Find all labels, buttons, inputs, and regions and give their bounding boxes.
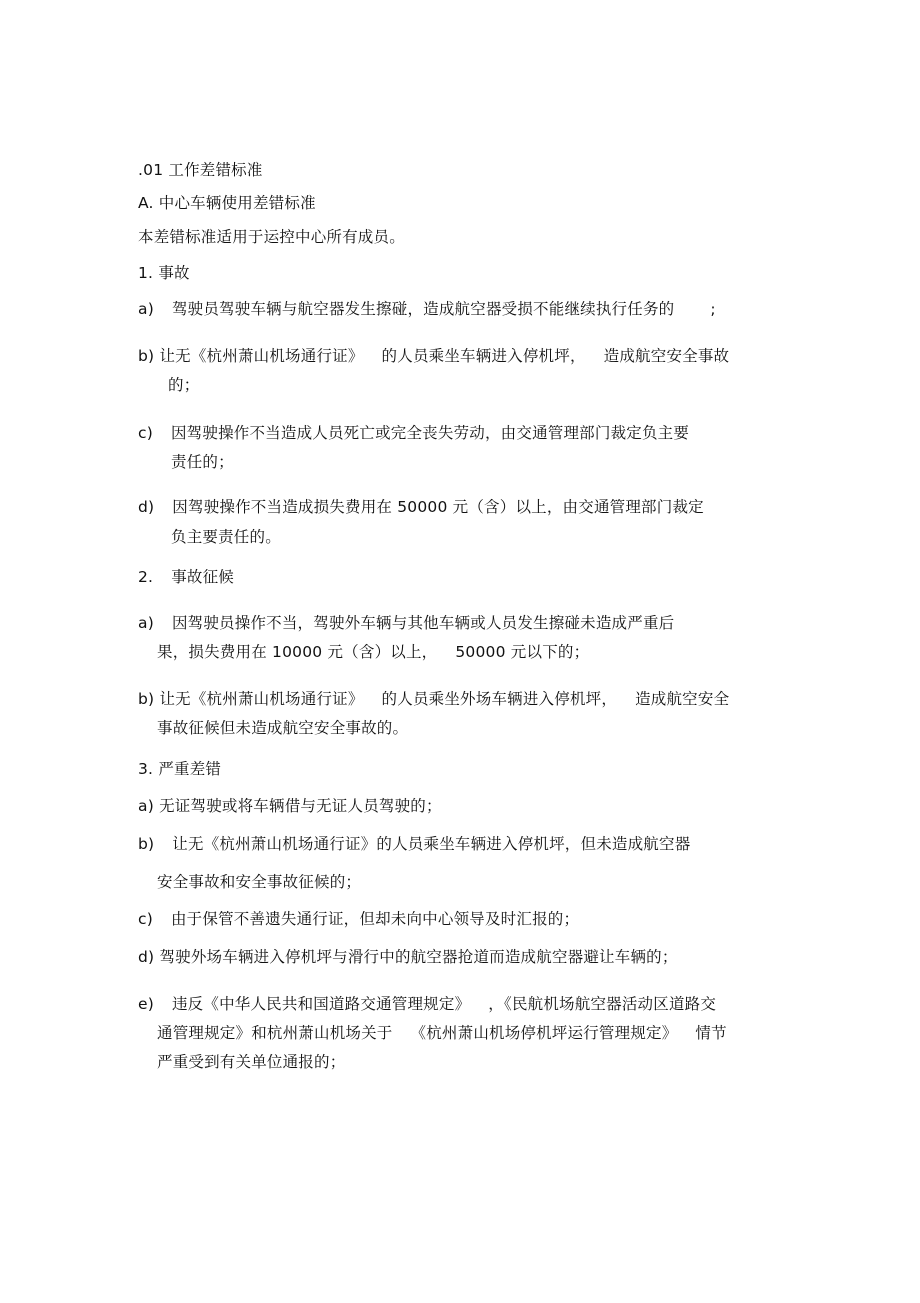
item-text: 让无《杭州萧山机场通行证》的人员乘坐车辆进入停机坪，但未造成航空器 — [172, 835, 691, 853]
accident-item-c-cont: 责任的； — [171, 453, 234, 471]
accident-item-c — [138, 423, 689, 443]
item-text: 《杭州萧山机场停机坪运行管理规定》 — [410, 1024, 678, 1042]
item-marker: c) — [138, 910, 153, 928]
item-text: 通管理规定》和杭州萧山机场关于 — [157, 1024, 393, 1042]
item-text: ; — [710, 300, 716, 318]
item-text: 的人员乘坐外场车辆进入停机坪， — [381, 690, 618, 708]
item-text: 的人员乘坐车辆进入停机坪， — [381, 347, 586, 365]
item-marker: a) — [138, 614, 154, 632]
serious-item-b — [138, 834, 690, 854]
item-text: 无证驾驶或将车辆借与无证人员驾驶的； — [159, 797, 442, 815]
item-marker: a) — [138, 300, 154, 318]
accident-item-b-cont: 的； — [168, 376, 200, 394]
item-text: 由于保管不善遗失通行证，但却未向中心领导及时汇报的； — [170, 910, 580, 928]
item-text: 情节 — [695, 1024, 727, 1042]
item-text: 驾驶外场车辆进入停机坪与滑行中的航空器抢道而造成航空器避让车辆的； — [159, 948, 678, 966]
item-text: 造成航空安全事故 — [603, 347, 730, 365]
serious-item-c — [138, 909, 579, 929]
incident-item-a-cont — [157, 642, 589, 662]
item-text: 因驾驶操作不当造成人员死亡或完全丧失劳动，由交通管理部门裁定负主要 — [170, 424, 690, 442]
serious-item-a — [138, 796, 442, 816]
item-marker: b) — [138, 347, 155, 365]
section-heading: .01 工作差错标准 — [138, 161, 263, 179]
serious-item-e-cont-2: 严重受到有关单位通报的； — [157, 1053, 346, 1071]
item-text: 因驾驶员操作不当，驾驶外车辆与其他车辆或人员发生擦碰未造成严重后 — [171, 614, 675, 632]
item-text: 让无《杭州萧山机场通行证》 — [159, 347, 364, 365]
subsection-heading: A. 中心车辆使用差错标准 — [138, 194, 316, 212]
item-marker: b) — [138, 835, 155, 853]
item-text: 因驾驶操作不当造成损失费用在 50000 元（含）以上，由交通管理部门裁定 — [172, 498, 704, 516]
category-serious-error-title: 3. 严重差错 — [138, 760, 222, 778]
item-marker: c) — [138, 424, 153, 442]
item-text: 果，损失费用在 10000 元（含）以上， — [157, 643, 438, 661]
incident-item-b-cont: 事故征候但未造成航空安全事故的。 — [157, 719, 409, 737]
item-marker: a) — [138, 797, 154, 815]
serious-item-e-cont-1 — [157, 1023, 727, 1043]
serious-item-b-cont: 安全事故和安全事故征候的； — [157, 873, 362, 891]
incident-item-a — [138, 613, 674, 633]
accident-item-a — [138, 299, 716, 319]
accident-item-b — [138, 346, 729, 366]
item-marker: d) — [138, 498, 155, 516]
serious-item-e — [138, 994, 716, 1014]
category-incident-title — [138, 567, 234, 587]
category-number: 2. — [138, 568, 154, 586]
item-marker: b) — [138, 690, 155, 708]
incident-item-b — [138, 689, 729, 709]
accident-item-d-cont: 负主要责任的。 — [171, 528, 281, 546]
accident-item-d — [138, 497, 704, 517]
item-text: 让无《杭州萧山机场通行证》 — [159, 690, 364, 708]
item-text: 造成航空安全 — [635, 690, 730, 708]
item-text: 驾驶员驾驶车辆与航空器发生擦碰，造成航空器受损不能继续执行任务的 — [171, 300, 675, 318]
category-accident-title: 1. 事故 — [138, 264, 190, 282]
category-text: 事故征候 — [171, 568, 235, 586]
item-text: ，《民航机场航空器活动区道路交 — [488, 995, 717, 1013]
item-marker: e) — [138, 995, 154, 1013]
item-text: 50000 元以下的； — [455, 643, 590, 661]
item-text: 违反《中华人民共和国道路交通管理规定》 — [171, 995, 471, 1013]
scope-statement: 本差错标准适用于运控中心所有成员。 — [138, 228, 405, 246]
item-marker: d) — [138, 948, 155, 966]
serious-item-d — [138, 947, 678, 967]
